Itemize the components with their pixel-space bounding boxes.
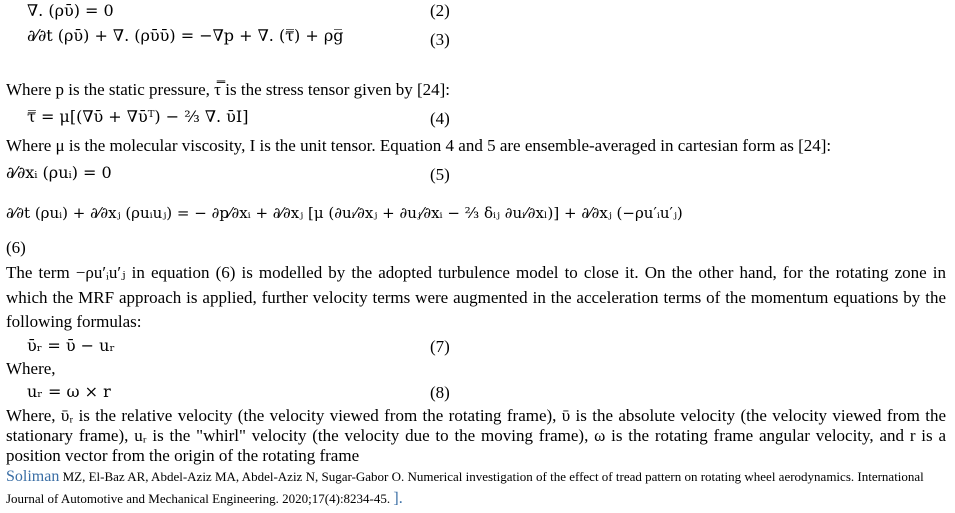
equation-8: uᵣ = ω × r: [27, 382, 111, 401]
equation-5: ∂⁄∂xᵢ (ρuᵢ) = 0: [6, 163, 112, 182]
text-where: Where,: [6, 359, 56, 378]
equation-5-number: (5): [430, 165, 450, 184]
equation-7-number: (7): [430, 337, 450, 356]
equation-7: ῡᵣ = ῡ − uᵣ: [27, 336, 116, 355]
paragraph-mrf-approach: The term −ρu′ᵢu′ⱼ in equation (6) is modelled by the adopted turbulence model to close it. On the other hand, for the rotating zone in which the MRF approach is applied, further velocity terms were augmented in the acceleration terms of the momentum equations by the following formulas:: [6, 263, 946, 331]
equation-6-number: (6): [6, 238, 26, 257]
citation: [6, 466, 951, 510]
equation-3-number: (3): [430, 30, 450, 49]
equation-3: ∂⁄∂t (ρῡ) + ∇. (ρῡῡ) = −∇p + ∇. (τ̿) + ρg̅: [27, 26, 344, 45]
equation-2: ∇. (ρῡ) = 0: [27, 1, 114, 20]
citation-reference: MZ, El-Baz AR, Abdel-Aziz MA, Abdel-Aziz N, Sugar-Gabor O. Numerical investigation of the effect of tread pattern on rotating wheel aerodynamics. International Journal of Automotive and Mechanical Engineering. 2020;17(4):8234-45.: [6, 469, 924, 506]
text-static-pressure: Where p is the static pressure, τ̿ is the stress tensor given by [24]:: [6, 80, 451, 99]
paragraph-velocity-definitions: Where, ῡᵣ is the relative velocity (the velocity viewed from the rotating frame), ῡ is the absolute velocity (the velocity viewed from the stationary frame), uᵣ is the "whirl" velocity (the velocity due to the moving frame), ω is the rotating frame angular velocity, and r is a position vector from the origin of the rotating frame: [6, 406, 946, 465]
equation-6: ∂⁄∂t (ρuᵢ) + ∂⁄∂xⱼ (ρuᵢuⱼ) = − ∂p⁄∂xᵢ + ∂⁄∂xⱼ [μ (∂uᵢ⁄∂xⱼ + ∂uⱼ⁄∂xᵢ − ⅔ δᵢⱼ ∂uᵢ⁄∂xₗ)] + ∂⁄∂xⱼ (−ρu′ᵢu′ⱼ): [6, 204, 683, 222]
equation-2-number: (2): [430, 1, 450, 20]
citation-close-bracket: ].: [393, 490, 403, 507]
text-molecular-viscosity: Where μ is the molecular viscosity, I is the unit tensor. Equation 4 and 5 are ensemble-averaged in cartesian form as [24]:: [6, 136, 832, 155]
equation-4-number: (4): [430, 109, 450, 128]
citation-author: Soliman: [6, 468, 60, 485]
equation-8-number: (8): [430, 383, 450, 402]
equation-4: τ̿ = μ[(∇ῡ + ∇ῡᵀ) − ⅔ ∇. ῡI]: [27, 107, 249, 126]
